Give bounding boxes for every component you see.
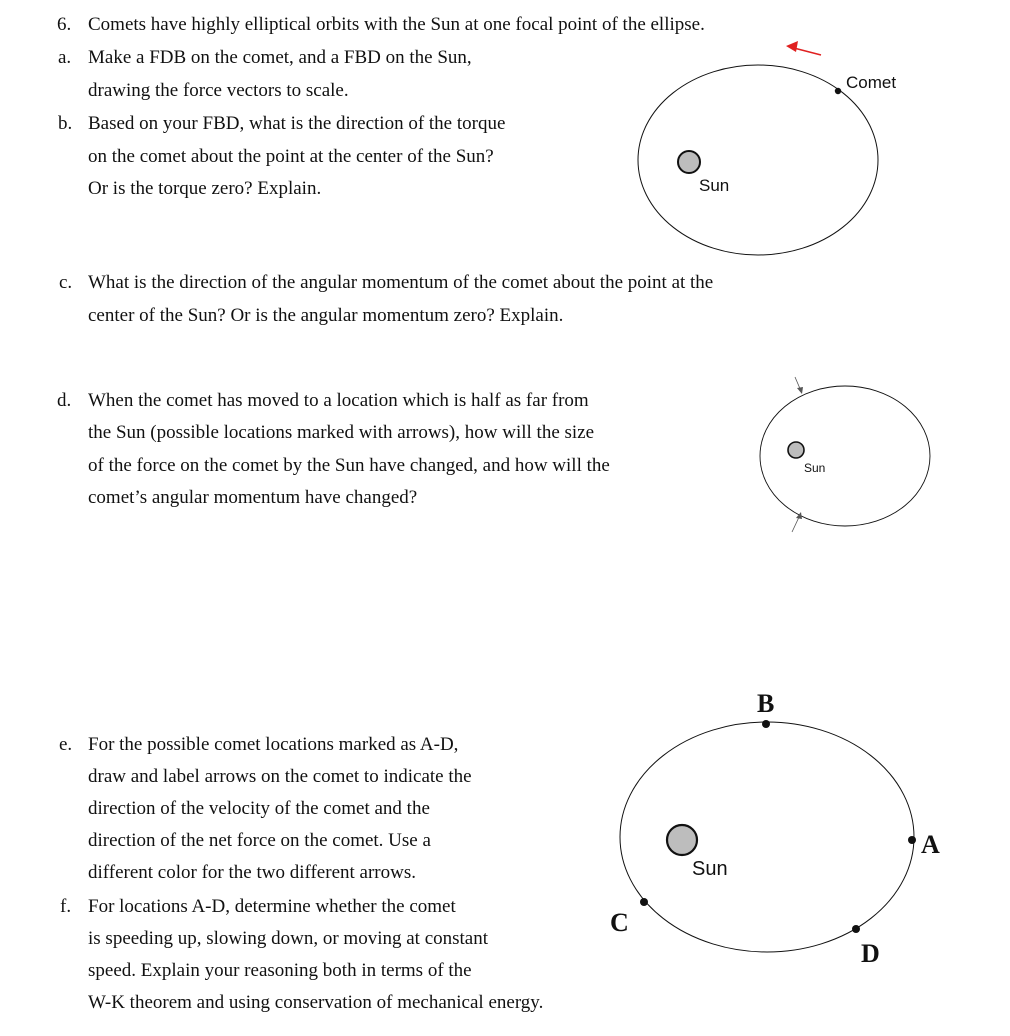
q6-intro: Comets have highly elliptical orbits with the Sun at one focal point of the ellipse. xyxy=(88,14,705,35)
part-e-line-1: For the possible comet locations marked as A-D, xyxy=(88,734,459,755)
orbit-diagram-1 xyxy=(638,41,896,255)
sun-label-3: Sun xyxy=(692,858,728,880)
part-b-marker: b. xyxy=(58,113,73,134)
orbit-diagram-3 xyxy=(610,689,940,968)
part-f-line-3: speed. Explain your reasoning both in terms of the xyxy=(88,960,472,981)
part-a-line-1: Make a FDB on the comet, and a FBD on the Sun, xyxy=(88,47,472,68)
part-b-line-2: on the comet about the point at the center of the Sun? xyxy=(88,146,494,167)
part-d-line-4: comet’s angular momentum have changed? xyxy=(88,487,418,508)
location-arrow-bottom-icon xyxy=(792,512,802,532)
sun-3 xyxy=(667,825,697,855)
part-c-line-1: What is the direction of the angular momentum of the comet about the point at the xyxy=(88,272,714,293)
part-c-line-2: center of the Sun? Or is the angular momentum zero? Explain. xyxy=(88,305,564,326)
orbit-ellipse-1 xyxy=(638,65,878,255)
sun-2 xyxy=(788,442,804,458)
point-d-label: D xyxy=(861,939,880,968)
point-d-dot xyxy=(852,925,860,933)
part-f-line-1: For locations A-D, determine whether the comet xyxy=(88,896,456,917)
point-c-dot xyxy=(640,898,648,906)
comet-label: Comet xyxy=(846,73,897,92)
sun-label-1: Sun xyxy=(699,176,730,195)
part-e-line-2: draw and label arrows on the comet to indicate the xyxy=(88,766,472,787)
part-e-line-3: direction of the velocity of the comet and the xyxy=(88,798,430,819)
point-c-label: C xyxy=(610,908,629,937)
comet-dot xyxy=(835,88,841,94)
part-f-line-2: is speeding up, slowing down, or moving at constant xyxy=(88,928,489,949)
part-b-line-1: Based on your FBD, what is the direction of the torque xyxy=(88,113,506,134)
part-d-line-1: When the comet has moved to a location which is half as far from xyxy=(88,390,589,411)
part-a-line-2: drawing the force vectors to scale. xyxy=(88,80,349,101)
point-b-label: B xyxy=(757,689,775,718)
orbit-ellipse-2 xyxy=(760,386,930,526)
part-b-line-3: Or is the torque zero? Explain. xyxy=(88,178,322,199)
part-d-line-2: the Sun (possible locations marked with arrows), how will the size xyxy=(88,422,595,443)
part-c-marker: c. xyxy=(59,272,73,293)
point-a-label: A xyxy=(921,830,940,859)
sun-label-2: Sun xyxy=(804,461,826,475)
sun-1 xyxy=(678,151,700,173)
orbit-ellipse-3 xyxy=(620,722,914,952)
point-b-dot xyxy=(762,720,770,728)
location-arrow-top-icon xyxy=(795,377,803,394)
part-f-marker: f. xyxy=(60,896,72,917)
point-a-dot xyxy=(908,836,916,844)
q6-number: 6. xyxy=(57,14,72,35)
part-d-line-3: of the force on the comet by the Sun have changed, and how will the xyxy=(88,455,610,476)
part-e-marker: e. xyxy=(59,734,73,755)
part-d-marker: d. xyxy=(57,390,72,411)
part-a-marker: a. xyxy=(58,47,72,68)
part-f-line-4: W-K theorem and using conservation of mechanical energy. xyxy=(88,992,544,1013)
part-e-line-4: direction of the net force on the comet. Use a xyxy=(88,830,431,851)
motion-arrow-icon xyxy=(786,41,821,55)
orbit-diagram-2 xyxy=(760,377,930,532)
part-e-line-5: different color for the two different arrows. xyxy=(88,862,416,883)
